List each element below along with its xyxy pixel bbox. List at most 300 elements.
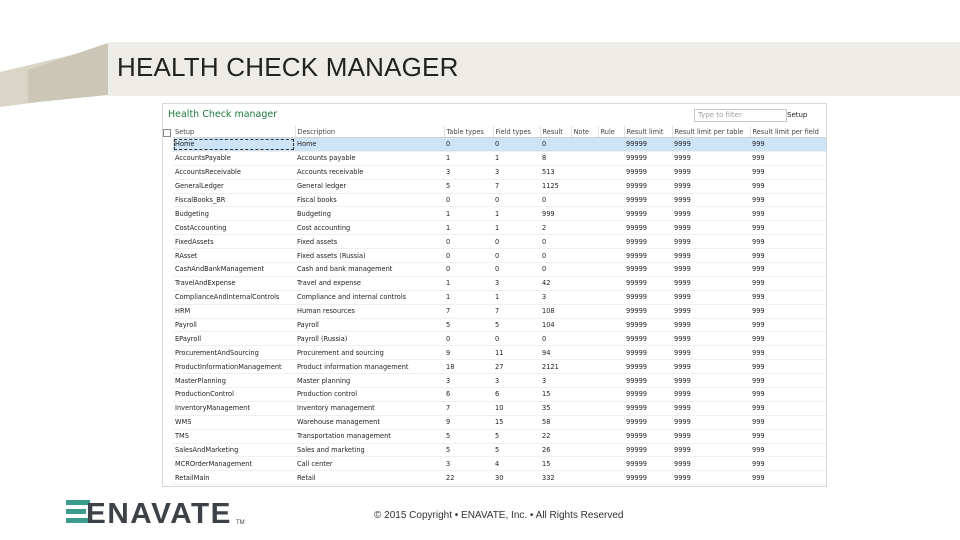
table-cell: Compliance and internal controls <box>295 290 444 304</box>
table-cell: 35 <box>540 401 571 415</box>
table-cell: 999 <box>750 179 826 193</box>
table-cell <box>571 290 598 304</box>
table-cell: EPayroll <box>173 332 295 346</box>
table-cell <box>598 388 624 402</box>
table-cell <box>598 193 624 207</box>
table-cell: 9999 <box>672 304 750 318</box>
column-header[interactable]: Setup <box>173 126 295 138</box>
table-cell: 99999 <box>624 179 672 193</box>
logo-wordmark: ENAVATE <box>86 498 232 527</box>
column-header[interactable]: Table types <box>444 126 493 138</box>
table-row[interactable] <box>173 263 826 277</box>
table-row[interactable] <box>173 207 826 221</box>
table-cell: 0 <box>493 193 540 207</box>
table-cell: 999 <box>750 415 826 429</box>
table-cell: 9999 <box>672 193 750 207</box>
table-row[interactable] <box>173 360 826 374</box>
table-cell: 99999 <box>624 249 672 263</box>
table-cell <box>598 332 624 346</box>
table-row[interactable] <box>173 332 826 346</box>
table-cell: 5 <box>444 179 493 193</box>
table-cell <box>571 374 598 388</box>
filter-input[interactable]: Type to filter <box>694 109 787 122</box>
table-cell: 9999 <box>672 388 750 402</box>
table-cell: 1 <box>444 221 493 235</box>
table-cell <box>571 207 598 221</box>
table-cell <box>444 485 493 487</box>
table-cell: 9999 <box>672 151 750 165</box>
table-row[interactable] <box>173 276 826 290</box>
table-cell: Master planning <box>295 374 444 388</box>
table-cell: Product information management <box>295 360 444 374</box>
table-cell: 99999 <box>624 221 672 235</box>
table-cell: 26 <box>540 443 571 457</box>
table-cell <box>571 471 598 485</box>
table-row[interactable] <box>173 193 826 207</box>
column-header[interactable]: Result limit per field <box>750 126 826 138</box>
column-header[interactable]: Note <box>571 126 598 138</box>
table-cell <box>598 443 624 457</box>
table-cell: RAsset <box>173 249 295 263</box>
table-row[interactable] <box>173 388 826 402</box>
table-cell: 15 <box>540 388 571 402</box>
table-cell: 99999 <box>624 429 672 443</box>
table-cell: 99999 <box>624 401 672 415</box>
table-cell: 1 <box>493 151 540 165</box>
table-cell <box>571 221 598 235</box>
table-cell: 0 <box>540 138 571 152</box>
slide-title: HEALTH CHECK MANAGER <box>117 52 459 82</box>
table-cell: 3 <box>540 290 571 304</box>
table-cell <box>571 138 598 152</box>
table-cell: 5 <box>493 443 540 457</box>
table-cell: Procurement and sourcing <box>295 346 444 360</box>
table-row[interactable] <box>173 249 826 263</box>
table-cell: 1 <box>444 290 493 304</box>
table-cell: 99999 <box>624 193 672 207</box>
table-cell: 2121 <box>540 360 571 374</box>
table-cell: 999 <box>750 457 826 471</box>
table-row[interactable] <box>173 235 826 249</box>
table-row[interactable] <box>173 346 826 360</box>
table-cell <box>571 429 598 443</box>
table-row[interactable] <box>173 304 826 318</box>
table-cell: Cost accounting <box>295 221 444 235</box>
table-cell: Fixed assets (Russia) <box>295 249 444 263</box>
table-cell: 99999 <box>624 207 672 221</box>
table-cell: 0 <box>444 235 493 249</box>
table-cell: 9999 <box>672 346 750 360</box>
table-cell: Human resources <box>295 304 444 318</box>
table-cell: 9999 <box>672 263 750 277</box>
health-check-grid <box>173 126 827 487</box>
table-cell: 5 <box>493 429 540 443</box>
table-cell <box>598 485 624 487</box>
table-row[interactable] <box>173 401 826 415</box>
table-cell: 999 <box>750 138 826 152</box>
table-row[interactable] <box>173 290 826 304</box>
table-row[interactable] <box>173 179 826 193</box>
table-cell: 513 <box>540 165 571 179</box>
table-cell <box>750 485 826 487</box>
table-cell: 999 <box>750 360 826 374</box>
table-cell: 8 <box>540 151 571 165</box>
table-cell <box>598 276 624 290</box>
table-cell <box>571 332 598 346</box>
table-cell: 0 <box>493 138 540 152</box>
table-cell: 9999 <box>672 429 750 443</box>
table-cell <box>598 457 624 471</box>
table-cell: 999 <box>750 304 826 318</box>
table-cell: 0 <box>540 249 571 263</box>
table-cell: HRM <box>173 304 295 318</box>
table-cell: 999 <box>750 276 826 290</box>
copyright-notice: © 2015 Copyright • ENAVATE, Inc. • All Rights Reserved <box>374 510 624 521</box>
column-header[interactable]: Result <box>540 126 571 138</box>
table-cell: Payroll <box>295 318 444 332</box>
column-header[interactable]: Rule <box>598 126 624 138</box>
table-row[interactable] <box>173 151 826 165</box>
table-cell: 999 <box>750 249 826 263</box>
table-cell: 99999 <box>624 151 672 165</box>
table-cell: 9999 <box>672 249 750 263</box>
table-cell: CostAccounting <box>173 221 295 235</box>
grid-header-row <box>173 126 826 138</box>
table-cell: 99999 <box>624 276 672 290</box>
table-cell: Accounts receivable <box>295 165 444 179</box>
table-cell: 9999 <box>672 165 750 179</box>
table-cell: General ledger <box>295 179 444 193</box>
table-cell: Accounts payable <box>295 151 444 165</box>
table-cell: WMS <box>173 415 295 429</box>
table-cell <box>571 360 598 374</box>
table-cell: Budgeting <box>295 207 444 221</box>
table-cell: Production control <box>295 388 444 402</box>
logo-trademark: TM <box>236 520 245 526</box>
table-cell: 1125 <box>540 179 571 193</box>
table-cell: 0 <box>444 332 493 346</box>
form-header <box>163 104 826 126</box>
table-cell: 0 <box>444 193 493 207</box>
table-cell: FiscalBooks_BR <box>173 193 295 207</box>
table-cell <box>598 151 624 165</box>
table-cell <box>598 318 624 332</box>
column-header[interactable]: Result limit <box>624 126 672 138</box>
logo-e-middle-bar <box>66 509 86 514</box>
table-cell: ProcurementAndSourcing <box>173 346 295 360</box>
table-cell: ProductionControl <box>173 388 295 402</box>
table-cell: Fixed assets <box>295 235 444 249</box>
table-cell: Home <box>295 138 444 152</box>
form-title: Health Check manager <box>168 109 278 120</box>
table-cell <box>571 346 598 360</box>
table-cell <box>571 151 598 165</box>
table-cell: RetailMain <box>173 471 295 485</box>
table-cell: Budgeting <box>173 207 295 221</box>
table-cell: InventoryManagement <box>173 401 295 415</box>
table-cell: Cash and bank management <box>295 263 444 277</box>
table-cell: 99999 <box>624 304 672 318</box>
table-cell <box>598 304 624 318</box>
table-cell: 2 <box>540 221 571 235</box>
table-cell: Inventory management <box>295 401 444 415</box>
table-cell: 99999 <box>624 388 672 402</box>
table-cell <box>571 401 598 415</box>
table-cell: 999 <box>750 388 826 402</box>
table-cell: Home <box>173 138 295 152</box>
table-cell <box>571 485 598 487</box>
table-row[interactable] <box>173 165 826 179</box>
table-cell: 99999 <box>624 346 672 360</box>
column-header[interactable]: Field types <box>493 126 540 138</box>
table-cell: 3 <box>493 165 540 179</box>
table-cell <box>571 179 598 193</box>
table-cell: 7 <box>444 401 493 415</box>
table-cell: 9999 <box>672 318 750 332</box>
table-cell: 1 <box>493 221 540 235</box>
table-cell: 0 <box>540 332 571 346</box>
table-cell <box>295 485 444 487</box>
table-cell <box>571 249 598 263</box>
table-cell: TravelAndExpense <box>173 276 295 290</box>
table-cell: 9999 <box>672 276 750 290</box>
table-cell: 999 <box>750 332 826 346</box>
table-cell: 9999 <box>672 290 750 304</box>
table-cell: 9999 <box>672 332 750 346</box>
table-row[interactable] <box>173 374 826 388</box>
table-cell: 3 <box>540 374 571 388</box>
table-cell: 9999 <box>672 457 750 471</box>
table-cell: 0 <box>540 193 571 207</box>
table-cell: 58 <box>540 415 571 429</box>
table-cell: 1 <box>493 207 540 221</box>
table-cell: Call center <box>295 457 444 471</box>
table-cell: ComplianceAndInternalControls <box>173 290 295 304</box>
table-cell: 999 <box>750 346 826 360</box>
table-cell: 1 <box>444 276 493 290</box>
table-cell: 0 <box>493 263 540 277</box>
table-cell: 9 <box>444 415 493 429</box>
table-cell: Sales and marketing <box>295 443 444 457</box>
table-cell: 9999 <box>672 471 750 485</box>
table-cell: MasterPlanning <box>173 374 295 388</box>
table-cell <box>598 471 624 485</box>
table-cell <box>598 346 624 360</box>
table-cell: 9999 <box>672 443 750 457</box>
table-cell: 999 <box>750 471 826 485</box>
table-cell <box>571 193 598 207</box>
table-cell: Travel and expense <box>295 276 444 290</box>
table-cell: 94 <box>540 346 571 360</box>
table-cell: 9999 <box>672 374 750 388</box>
table-cell <box>598 138 624 152</box>
table-cell: GeneralLedger <box>173 179 295 193</box>
table-cell <box>571 318 598 332</box>
table-cell: 99999 <box>624 374 672 388</box>
table-cell: 999 <box>750 263 826 277</box>
table-cell <box>173 485 295 487</box>
table-cell: 18 <box>444 360 493 374</box>
table-cell <box>540 485 571 487</box>
table-cell: 0 <box>444 263 493 277</box>
table-cell: 99999 <box>624 263 672 277</box>
table-cell: 7 <box>493 179 540 193</box>
table-cell: 104 <box>540 318 571 332</box>
table-cell: ProductInformationManagement <box>173 360 295 374</box>
table-row[interactable] <box>173 443 826 457</box>
table-cell: 9999 <box>672 207 750 221</box>
table-cell: 99999 <box>624 471 672 485</box>
table-cell <box>598 221 624 235</box>
table-cell: 999 <box>750 221 826 235</box>
table-cell: 99999 <box>624 318 672 332</box>
table-cell: 27 <box>493 360 540 374</box>
table-row[interactable] <box>173 471 826 485</box>
table-cell: 0 <box>493 235 540 249</box>
table-cell: 99999 <box>624 415 672 429</box>
table-cell <box>571 165 598 179</box>
table-cell: 11 <box>493 346 540 360</box>
table-cell: 999 <box>750 443 826 457</box>
table-cell: 999 <box>750 401 826 415</box>
table-cell: 999 <box>750 151 826 165</box>
table-cell <box>598 165 624 179</box>
table-cell <box>672 485 750 487</box>
table-cell: 99999 <box>624 235 672 249</box>
table-cell: 999 <box>750 235 826 249</box>
table-cell: 9999 <box>672 415 750 429</box>
table-cell: 15 <box>493 415 540 429</box>
table-cell: 9999 <box>672 221 750 235</box>
table-cell: 3 <box>444 374 493 388</box>
table-cell: AccountsReceivable <box>173 165 295 179</box>
table-cell <box>598 374 624 388</box>
column-header[interactable]: Result limit per table <box>672 126 750 138</box>
table-cell: 99999 <box>624 360 672 374</box>
table-cell: 5 <box>444 443 493 457</box>
table-cell <box>598 360 624 374</box>
table-cell: 99999 <box>624 165 672 179</box>
table-cell: 999 <box>750 318 826 332</box>
table-cell: 0 <box>493 332 540 346</box>
table-cell: 22 <box>444 471 493 485</box>
table-cell <box>598 263 624 277</box>
table-row[interactable] <box>173 415 826 429</box>
table-cell <box>624 485 672 487</box>
table-cell <box>571 388 598 402</box>
table-cell: CashAndBankManagement <box>173 263 295 277</box>
table-cell <box>571 304 598 318</box>
table-cell: MCROrderManagement <box>173 457 295 471</box>
table-cell: 108 <box>540 304 571 318</box>
table-cell: Warehouse management <box>295 415 444 429</box>
table-cell: 9999 <box>672 401 750 415</box>
table-cell: 1 <box>444 207 493 221</box>
table-cell: 9 <box>444 346 493 360</box>
health-check-screenshot <box>162 103 827 487</box>
table-cell <box>571 415 598 429</box>
table-cell: 99999 <box>624 457 672 471</box>
table-row[interactable] <box>173 221 826 235</box>
table-row[interactable] <box>173 138 826 152</box>
table-cell: 9999 <box>672 138 750 152</box>
table-cell: 9999 <box>672 360 750 374</box>
table-cell: 3 <box>493 374 540 388</box>
table-cell: Transportation management <box>295 429 444 443</box>
table-cell <box>598 235 624 249</box>
table-cell: SalesAndMarketing <box>173 443 295 457</box>
table-cell: 1 <box>493 290 540 304</box>
table-cell: 999 <box>750 429 826 443</box>
table-cell: 9999 <box>672 179 750 193</box>
grid-body <box>173 138 826 488</box>
table-cell: 42 <box>540 276 571 290</box>
table-cell: 3 <box>444 457 493 471</box>
table-cell: TMS <box>173 429 295 443</box>
table-cell: FixedAssets <box>173 235 295 249</box>
table-cell: 999 <box>750 290 826 304</box>
table-row[interactable] <box>173 485 826 487</box>
table-cell: 99999 <box>624 138 672 152</box>
table-cell <box>598 401 624 415</box>
table-row[interactable] <box>173 457 826 471</box>
table-row[interactable] <box>173 318 826 332</box>
table-cell: 10 <box>493 401 540 415</box>
table-cell: 0 <box>540 235 571 249</box>
table-cell: Retail <box>295 471 444 485</box>
table-cell: 999 <box>750 165 826 179</box>
table-cell: Payroll <box>173 318 295 332</box>
table-cell: 0 <box>444 249 493 263</box>
column-header[interactable]: Description <box>295 126 444 138</box>
table-cell: 4 <box>493 457 540 471</box>
table-cell: 999 <box>750 374 826 388</box>
table-cell <box>571 457 598 471</box>
table-cell: 5 <box>444 429 493 443</box>
table-cell: 99999 <box>624 443 672 457</box>
table-cell: 999 <box>540 207 571 221</box>
table-cell: 5 <box>444 318 493 332</box>
table-cell: 999 <box>750 207 826 221</box>
table-cell: 1 <box>444 151 493 165</box>
row-select-checkbox[interactable] <box>163 129 171 137</box>
setup-button[interactable]: Setup <box>787 111 808 119</box>
table-cell <box>598 179 624 193</box>
table-cell: Payroll (Russia) <box>295 332 444 346</box>
table-cell: 0 <box>444 138 493 152</box>
table-cell <box>598 290 624 304</box>
table-cell: 0 <box>540 263 571 277</box>
table-cell: 332 <box>540 471 571 485</box>
table-cell: 6 <box>493 388 540 402</box>
table-cell: AccountsPayable <box>173 151 295 165</box>
table-cell <box>598 249 624 263</box>
table-cell <box>571 263 598 277</box>
table-cell <box>598 207 624 221</box>
table-cell <box>493 485 540 487</box>
table-cell <box>571 235 598 249</box>
table-cell: 3 <box>493 276 540 290</box>
table-cell: 99999 <box>624 332 672 346</box>
table-row[interactable] <box>173 429 826 443</box>
table-cell <box>598 429 624 443</box>
table-cell: 15 <box>540 457 571 471</box>
table-cell: 6 <box>444 388 493 402</box>
banner-ribbon-fold <box>28 43 108 103</box>
table-cell: 7 <box>444 304 493 318</box>
enavate-logo <box>64 497 246 527</box>
table-cell: 3 <box>444 165 493 179</box>
